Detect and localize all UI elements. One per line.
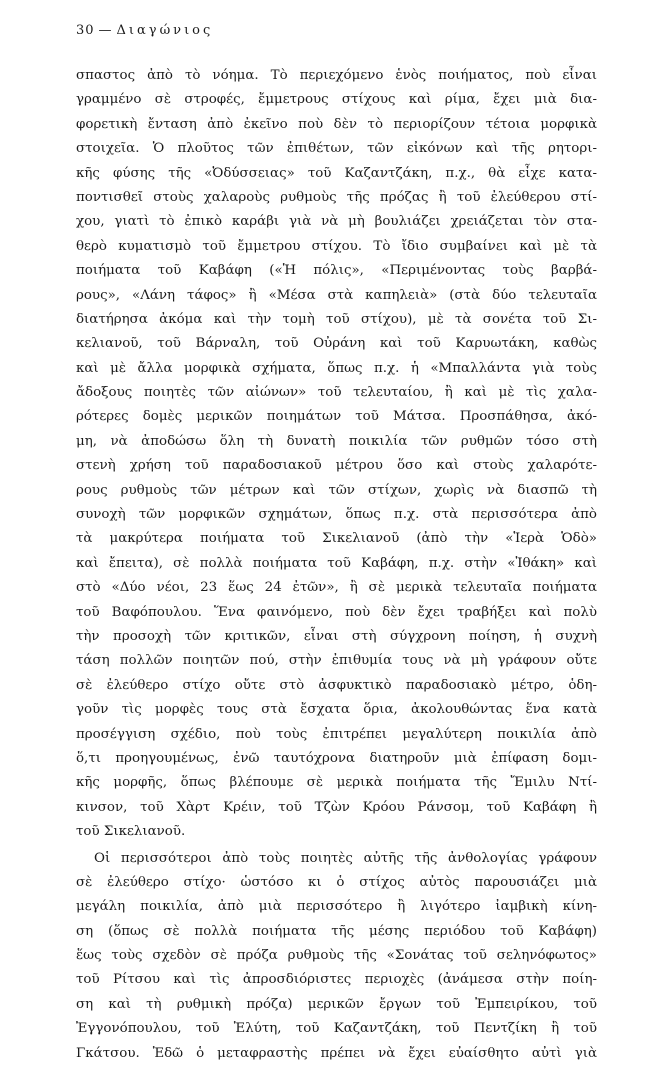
text-line: τάση πολλῶν ποιητῶν πού, στὴν ἐπιθυμία τους νὰ μὴ γράφουν οὔτε: [76, 649, 597, 673]
text-line: τοῦ Βαφόπουλου. Ἕνα φαινόμενο, ποὺ δὲν ἔχει τραβήξει καὶ πολὺ: [76, 601, 597, 625]
text-line: κινσον, τοῦ Χὰρτ Κρέιν, τοῦ Τζὼν Κρόου Ράνσομ, τοῦ Καβάφη ἢ: [76, 796, 597, 820]
text-line: ρότερες δομὲς μερικῶν ποιημάτων τοῦ Μάτσα. Προσπάθησα, ἀκό-: [76, 405, 597, 429]
text-line: ση καὶ τὴ ρυθμικὴ πρόζα) μερικῶν ἔργων τοῦ Ἐμπειρίκου, τοῦ: [76, 993, 597, 1017]
text-line: Ἐγγονόπουλου, τοῦ Ἐλύτη, τοῦ Καζαντζάκη, τοῦ Πεντζίκη ἢ τοῦ: [76, 1017, 597, 1041]
text-line: γοῦν τὶς μορφὲς τους στὰ ἔσχατα ὅρια, ἀκολουθώντας ἕνα κατὰ: [76, 698, 597, 722]
text-line: συνοχὴ τῶν μορφικῶν σχημάτων, ὅπως π.χ. στὰ περισσότερα ἀπὸ: [76, 503, 597, 527]
text-line: χου, γιατὶ τὸ ἐπικὸ καράβι γιὰ νὰ μὴ βουλιάζει χρειάζεται τὸν στα-: [76, 210, 597, 234]
text-line: τὴν προσοχὴ τῶν κριτικῶν, εἶναι στὴ σύγχρονη ποίηση, ἡ συχνὴ: [76, 625, 597, 649]
text-line: μη, νὰ ἀποδώσω ὅλη τὴ δυνατὴ ποικιλία τῶν ρυθμῶν τόσο στὴ: [76, 430, 597, 454]
text-line: ρους ρυθμοὺς τῶν μέτρων καὶ τῶν στίχων, χωρὶς νὰ διασπῶ τὴ: [76, 479, 597, 503]
paragraph-2: [76, 847, 597, 1066]
paragraph-1: [76, 64, 597, 845]
text-line: τὰ μακρύτερα ποιήματα τοῦ Σικελιανοῦ (ἀπὸ τὴν «Ἱερὰ Ὁδὸ»: [76, 527, 597, 551]
text-line: διατήρησα ἀκόμα καὶ τὴν τομὴ τοῦ στίχου), μὲ τὰ σονέτα τοῦ Σι-: [76, 308, 597, 332]
text-line: φορετικὴ ἔνταση ἀπὸ ἐκεῖνο ποὺ δὲν τὸ περιορίζουν τέτοια μορφικὰ: [76, 113, 597, 137]
header-separator: —: [99, 23, 113, 38]
text-line: καὶ μὲ ἄλλα μορφικὰ σχήματα, ὅπως π.χ. ἡ «Μπαλλάντα γιὰ τοὺς: [76, 357, 597, 381]
text-line: τοῦ Σικελιανοῦ.: [76, 820, 597, 844]
text-line: ποντισθεῖ στοὺς χαλαροὺς ρυθμοὺς τῆς πρόζας ἢ τοῦ ἐλεύθερου στί-: [76, 186, 597, 210]
text-line: σὲ ἐλεύθερο στίχο οὔτε στὸ ἀσφυκτικὸ παραδοσιακὸ μέτρο, ὁδη-: [76, 674, 597, 698]
text-line: κῆς μορφῆς, ὅπως βλέπουμε σὲ μερικὰ ποιήματα τῆς Ἔμιλυ Ντί-: [76, 771, 597, 795]
text-line: στοιχεῖα. Ὁ πλοῦτος τῶν ἐπιθέτων, τῶν εἰκόνων καὶ τῆς ρητορι-: [76, 137, 597, 161]
text-line: κελιανοῦ, τοῦ Βάρναλη, τοῦ Οὐράνη καὶ τοῦ Καρυωτάκη, καθὼς: [76, 332, 597, 356]
text-line: προσέγγιση σχέδιο, ποὺ τοὺς ἐπιτρέπει μεγαλύτερη ποικιλία ἀπὸ: [76, 723, 597, 747]
text-line: Γκάτσου. Ἐδῶ ὁ μεταφραστὴς πρέπει νὰ ἔχει εὐαίσθητο αὐτὶ γιὰ: [76, 1042, 597, 1066]
running-title: Διαγώνιος: [117, 23, 214, 38]
text-line: καὶ ἔπειτα), σὲ πολλὰ ποιήματα τοῦ Καβάφη, π.χ. στὴν «Ἰθάκη» καὶ: [76, 552, 597, 576]
text-line: σὲ ἐλεύθερο στίχο· ὡστόσο κι ὁ στίχος αὐτὸς παρουσιάζει μιὰ: [76, 871, 597, 895]
text-line: στενὴ χρήση τοῦ παραδοσιακοῦ μέτρου ὅσο καὶ στοὺς χαλαρότε-: [76, 454, 597, 478]
text-line: ση (ὅπως σὲ πολλὰ ποιήματα τῆς μέσης περιόδου τοῦ Καβάφη): [76, 920, 597, 944]
text-line: μεγάλη ποικιλία, ἀπὸ μιὰ περισσότερο ἢ λιγότερο ἰαμβικὴ κίνη-: [76, 895, 597, 919]
text-line: σπαστος ἀπὸ τὸ νόημα. Τὸ περιεχόμενο ἑνὸς ποιήματος, ποὺ εἶναι: [76, 64, 597, 88]
text-line: Οἱ περισσότεροι ἀπὸ τοὺς ποιητὲς αὐτῆς τῆς ἀνθολογίας γράφουν: [76, 847, 597, 871]
text-line: ποιήματα τοῦ Καβάφη («Ἡ πόλις», «Περιμένοντας τοὺς βαρβά-: [76, 259, 597, 283]
body-text: [76, 64, 597, 1066]
text-line: κῆς φύσης τῆς «Ὀδύσσειας» τοῦ Καζαντζάκη, π.χ., θὰ εἶχε κατα-: [76, 162, 597, 186]
running-head: [76, 23, 213, 38]
text-line: ἕως τοὺς σχεδὸν σὲ πρόζα ρυθμοὺς τῆς «Σονάτας τοῦ σεληνόφωτος»: [76, 944, 597, 968]
text-line: τοῦ Ρίτσου καὶ τὶς ἀπροσδιόριστες περιοχὲς (ἀνάμεσα στὴν ποίη-: [76, 968, 597, 992]
text-line: ρους», «Λάνη τάφος» ἢ «Μέσα στὰ καπηλειὰ» (στὰ δύο τελευταῖα: [76, 284, 597, 308]
text-line: ἄδοξους ποιητὲς τῶν αἰώνων» τοῦ τελευταίου, ἢ καὶ μὲ τὶς χαλα-: [76, 381, 597, 405]
text-line: στὸ «Δύο νέοι, 23 ἕως 24 ἐτῶν», ἢ σὲ μερικὰ τελευταῖα ποιήματα: [76, 576, 597, 600]
text-line: ὅ,τι προηγουμένως, ἐνῶ ταυτόχρονα διατηροῦν μιὰ ἐπίφαση δομι-: [76, 747, 597, 771]
page-number: 30: [76, 23, 95, 38]
text-line: θερὸ κυματισμὸ τοῦ ἔμμετρου στίχου. Τὸ ἴδιο συμβαίνει καὶ μὲ τὰ: [76, 235, 597, 259]
text-line: γραμμένο σὲ στροφές, ἔμμετρους στίχους καὶ ρίμα, ἔχει μιὰ δια-: [76, 88, 597, 112]
